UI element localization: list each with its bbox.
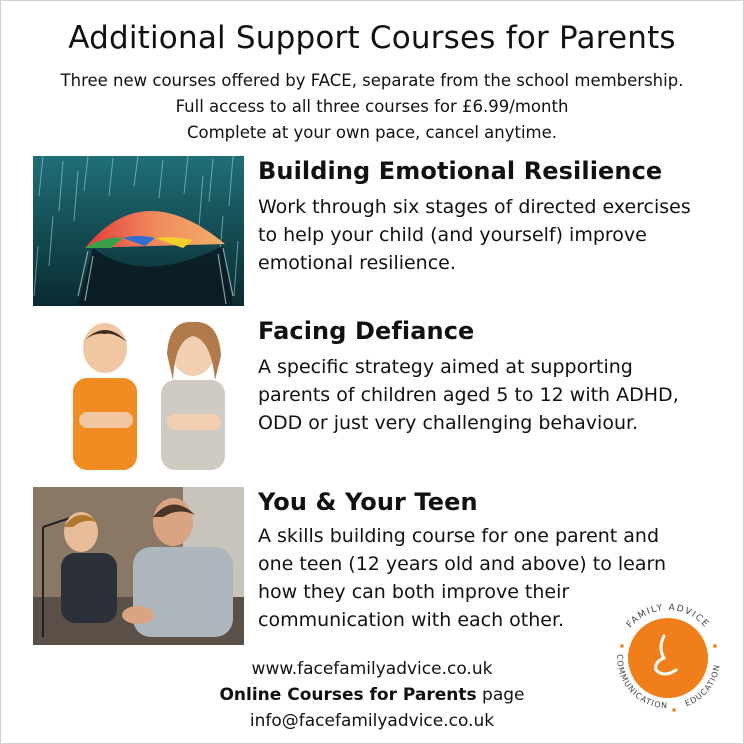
umbrella-rain-photo	[33, 156, 244, 306]
email-link[interactable]: info@facefamilyadvice.co.uk	[249, 711, 495, 731]
course-desc-emotional-resilience: Work through six stages of directed exercises to help your child (and yourself) improve emotional resilience.	[258, 196, 691, 274]
course-desc-facing-defiance: A specific strategy aimed at supporting parents of children aged 5 to 12 with ADHD, ODD or just very challenging behaviour.	[258, 356, 679, 434]
face-logo-mark	[598, 588, 738, 728]
course-title-facing-defiance: Facing Defiance	[258, 317, 475, 345]
logo-text-top: FAMILY ADVICE	[625, 602, 711, 631]
face-logo	[598, 588, 738, 728]
courses-page-link[interactable]: Online Courses for Parents	[219, 685, 477, 705]
logo-dot-1	[672, 708, 676, 712]
subtitle-line-2: Full access to all three courses for £6.99/month	[175, 97, 569, 116]
subtitle-line-3: Complete at your own pace, cancel anytime.	[186, 123, 558, 142]
parent-teen-illustration	[33, 487, 244, 645]
course-title-emotional-resilience: Building Emotional Resilience	[258, 157, 663, 185]
course-title-you-and-your-teen: You & Your Teen	[258, 488, 478, 516]
course-desc-you-and-your-teen: A skills building course for one parent and one teen (12 years old and above) to learn how they can both improve their communication with each other.	[258, 525, 667, 631]
parent-teen-photo	[33, 487, 244, 645]
logo-dot-2	[620, 644, 624, 648]
umbrella-rain-illustration	[33, 156, 244, 306]
website-link[interactable]: www.facefamilyadvice.co.uk	[251, 659, 493, 679]
defiant-children-illustration	[33, 320, 244, 470]
logo-dot-3	[713, 644, 717, 648]
defiant-children-photo	[33, 320, 244, 470]
subtitle-line-1: Three new courses offered by FACE, separate from the school membership.	[60, 71, 684, 90]
logo-circle	[628, 618, 708, 698]
courses-page-suffix: page	[476, 685, 525, 705]
logo-text-left: COMMUNICATION	[615, 654, 669, 711]
page-title: Additional Support Courses for Parents	[68, 20, 676, 56]
logo-text-right: EDUCATION	[683, 663, 722, 709]
